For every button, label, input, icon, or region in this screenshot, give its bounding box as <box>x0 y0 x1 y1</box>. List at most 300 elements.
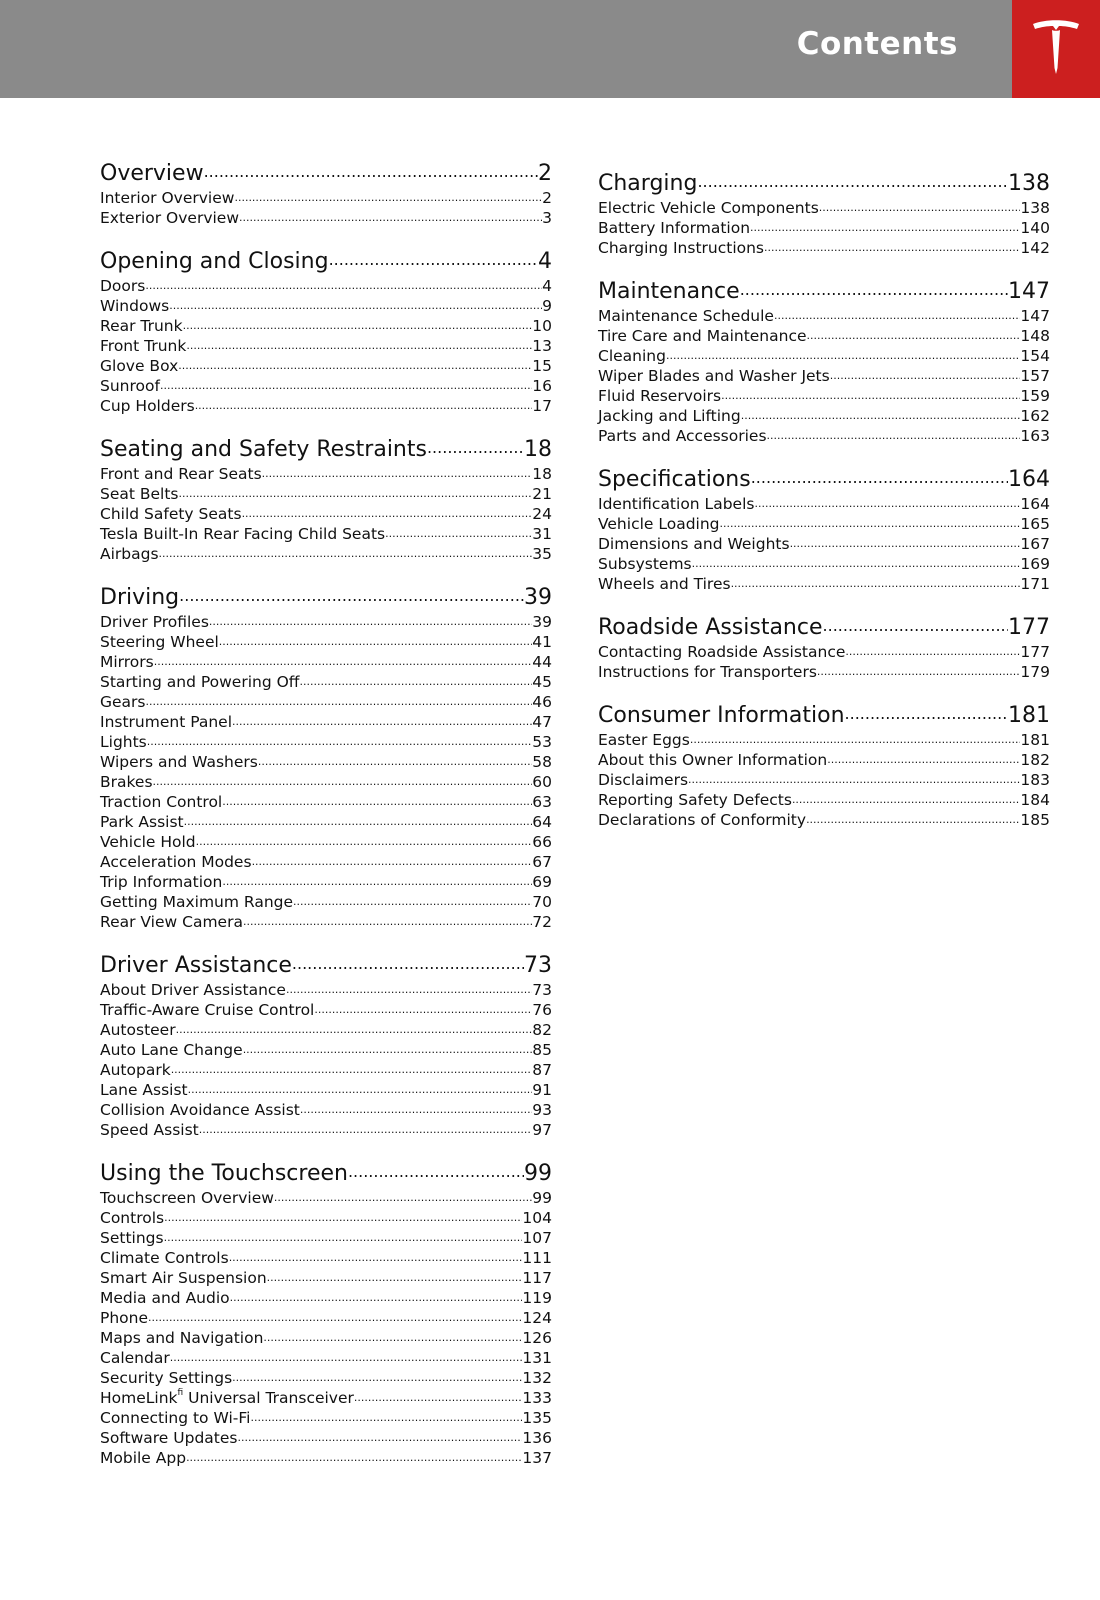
dot-leader <box>751 463 1008 491</box>
entry-title-text: Vehicle Loading <box>598 515 720 533</box>
toc-entry[interactable] <box>100 544 552 564</box>
entry-title <box>100 772 153 792</box>
entry-title-text: Touchscreen Overview <box>100 1189 274 1207</box>
entry-title <box>598 494 754 514</box>
toc-entry[interactable] <box>100 632 552 652</box>
toc-entry[interactable] <box>598 494 1050 514</box>
entry-title <box>100 296 169 316</box>
toc-section-heading[interactable] <box>100 248 552 276</box>
entry-page-number: 58 <box>532 753 552 771</box>
toc-entry[interactable] <box>100 188 552 208</box>
section-page-number: 177 <box>1008 615 1050 640</box>
entry-title <box>598 386 721 406</box>
dot-leader <box>697 167 1008 195</box>
toc-entry[interactable] <box>100 208 552 228</box>
entry-title-text: About this Owner Information <box>598 751 828 769</box>
toc-entry[interactable] <box>100 612 552 632</box>
entry-title-text: Traffic-Aware Cruise Control <box>100 1001 315 1019</box>
entry-title-text: Park Assist <box>100 813 184 831</box>
entry-title <box>100 1040 243 1060</box>
section-title: Maintenance <box>598 279 740 304</box>
dot-leader <box>164 1208 522 1228</box>
entry-title-text: Instrument Panel <box>100 713 233 731</box>
entry-page-number: 182 <box>1020 751 1050 769</box>
entry-page-number: 138 <box>1020 199 1050 217</box>
toc-entry[interactable] <box>100 1308 552 1328</box>
toc-entry[interactable] <box>100 672 552 692</box>
toc-entry[interactable] <box>100 980 552 1000</box>
toc-entry[interactable] <box>100 1268 552 1288</box>
entry-title-text: Media and Audio <box>100 1289 230 1307</box>
toc-entry[interactable] <box>100 1100 552 1120</box>
entry-page-number: 185 <box>1020 811 1050 829</box>
toc-entry[interactable] <box>598 810 1050 830</box>
toc-entry[interactable] <box>100 912 552 932</box>
dot-leader <box>219 632 532 652</box>
entry-title <box>100 1188 274 1208</box>
toc-entry[interactable] <box>100 1388 552 1408</box>
entry-page-number: 66 <box>532 833 552 851</box>
entry-page-number: 148 <box>1020 327 1050 345</box>
toc-section-driver-assistance <box>100 952 552 1140</box>
toc-entry[interactable] <box>100 1348 552 1368</box>
entry-title <box>100 208 239 228</box>
dot-leader <box>263 1328 522 1348</box>
entry-title-text: Climate Controls <box>100 1249 229 1267</box>
dot-leader <box>721 386 1020 406</box>
dot-leader <box>258 752 532 772</box>
toc-section-opening-and-closing <box>100 248 552 416</box>
entry-page-number: 99 <box>532 1189 552 1207</box>
section-page-number: 2 <box>538 161 552 186</box>
dot-leader <box>230 1288 523 1308</box>
entry-title <box>100 732 147 752</box>
dot-leader <box>196 832 533 852</box>
entry-page-number: 164 <box>1020 495 1050 513</box>
page-header <box>0 0 1100 98</box>
entry-page-number: 91 <box>532 1081 552 1099</box>
toc-entry[interactable] <box>100 852 552 872</box>
entry-page-number: 165 <box>1020 515 1050 533</box>
entry-title <box>598 810 806 830</box>
toc-section-heading[interactable] <box>598 278 1050 306</box>
toc-entry[interactable] <box>598 406 1050 426</box>
toc-entry[interactable] <box>598 534 1050 554</box>
entry-title-text: Collision Avoidance Assist <box>100 1101 300 1119</box>
section-title: Driving <box>100 585 180 610</box>
toc-entry[interactable] <box>100 336 552 356</box>
entry-title <box>100 832 196 852</box>
entry-title <box>100 892 293 912</box>
entry-title-text: Software Updates <box>100 1429 238 1447</box>
entry-page-number: 31 <box>532 525 552 543</box>
dot-leader <box>731 574 1021 594</box>
dot-leader <box>790 534 1021 554</box>
entry-page-number: 183 <box>1020 771 1050 789</box>
section-page-number: 147 <box>1008 279 1050 304</box>
section-title: Using the Touchscreen <box>100 1161 348 1186</box>
toc-entry[interactable] <box>598 198 1050 218</box>
entry-page-number: 135 <box>522 1409 552 1427</box>
dot-leader <box>188 1080 533 1100</box>
entry-page-number: 13 <box>532 337 552 355</box>
dot-leader <box>740 275 1008 303</box>
dot-leader <box>169 296 542 316</box>
toc-entry[interactable] <box>100 296 552 316</box>
toc-section-charging <box>598 170 1050 258</box>
dot-leader <box>164 1228 523 1248</box>
toc-entry[interactable] <box>100 892 552 912</box>
entry-title-text: About Driver Assistance <box>100 981 286 999</box>
dot-leader <box>666 346 1020 366</box>
entry-title <box>598 642 845 662</box>
entry-page-number: 39 <box>532 613 552 631</box>
entry-title-text: Autosteer <box>100 1021 176 1039</box>
section-title: Specifications <box>598 467 751 492</box>
entry-page-number: 73 <box>532 981 552 999</box>
dot-leader <box>348 1157 524 1185</box>
entry-title-text: Interior Overview <box>100 189 235 207</box>
toc-entry[interactable] <box>598 426 1050 446</box>
entry-page-number: 157 <box>1020 367 1050 385</box>
entry-title-text: Auto Lane Change <box>100 1041 243 1059</box>
toc-entry[interactable] <box>598 554 1050 574</box>
entry-title-text: Mirrors <box>100 653 154 671</box>
toc-entry[interactable] <box>100 832 552 852</box>
entry-title <box>598 554 692 574</box>
entry-title-text: Autopark <box>100 1061 171 1079</box>
entry-title-text: Battery Information <box>598 219 751 237</box>
section-title: Opening and Closing <box>100 249 329 274</box>
entry-title <box>100 692 146 712</box>
toc-entry[interactable] <box>100 504 552 524</box>
entry-page-number: 63 <box>532 793 552 811</box>
entry-title-text: Acceleration Modes <box>100 853 252 871</box>
entry-title-text: Rear Trunk <box>100 317 183 335</box>
entry-page-number: 18 <box>532 465 552 483</box>
toc-right-column <box>598 170 1050 850</box>
entry-title <box>100 484 179 504</box>
section-page-number: 164 <box>1008 467 1050 492</box>
toc-entry[interactable] <box>100 356 552 376</box>
toc-section-driving <box>100 584 552 932</box>
entry-title <box>100 792 222 812</box>
dot-leader <box>232 1368 522 1388</box>
toc-entry[interactable] <box>100 1060 552 1080</box>
dot-leader <box>767 426 1021 446</box>
entry-title-text: Windows <box>100 297 170 315</box>
entry-title <box>100 1328 263 1348</box>
toc-section-heading[interactable] <box>100 584 552 612</box>
toc-entry[interactable] <box>100 872 552 892</box>
entry-page-number: 17 <box>532 397 552 415</box>
entry-title-text: Mobile App <box>100 1449 187 1467</box>
entry-page-number: 64 <box>532 813 552 831</box>
entry-title <box>598 346 666 366</box>
toc-entry[interactable] <box>598 574 1050 594</box>
toc-entry[interactable] <box>100 1120 552 1140</box>
toc-section-heading[interactable] <box>100 160 552 188</box>
entry-page-number: 3 <box>542 209 552 227</box>
dot-leader <box>329 245 538 273</box>
toc-section-consumer-information <box>598 702 1050 830</box>
toc-entry[interactable] <box>598 662 1050 682</box>
toc-entry[interactable] <box>100 1208 552 1228</box>
toc-entry[interactable] <box>100 316 552 336</box>
toc-section-heading[interactable] <box>100 436 552 464</box>
entry-title <box>100 872 222 892</box>
entry-title <box>598 198 819 218</box>
entry-title-text: Gears <box>100 693 146 711</box>
entry-title <box>100 316 183 336</box>
toc-entry[interactable] <box>598 790 1050 810</box>
toc-entry[interactable] <box>100 1448 552 1468</box>
dot-leader <box>232 712 532 732</box>
toc-entry[interactable] <box>100 1288 552 1308</box>
toc-left-column <box>100 160 552 1488</box>
dot-leader <box>807 326 1021 346</box>
toc-entry[interactable] <box>598 306 1050 326</box>
dot-leader <box>146 692 533 712</box>
entry-title <box>100 672 300 692</box>
entry-title-text: Cleaning <box>598 347 666 365</box>
entry-page-number: 107 <box>522 1229 552 1247</box>
section-title: Driver Assistance <box>100 953 292 978</box>
entry-title-text: Front and Rear Seats <box>100 465 262 483</box>
entry-title-text: Sunroof <box>100 377 160 395</box>
toc-entry[interactable] <box>100 792 552 812</box>
entry-page-number: 171 <box>1020 575 1050 593</box>
toc-entry[interactable] <box>100 484 552 504</box>
entry-title <box>100 276 145 296</box>
dot-leader <box>262 464 533 484</box>
toc-entry[interactable] <box>598 386 1050 406</box>
dot-leader <box>830 366 1021 386</box>
toc-entry[interactable] <box>100 1228 552 1248</box>
entry-page-number: 82 <box>532 1021 552 1039</box>
dot-leader <box>764 238 1020 258</box>
toc-entry[interactable] <box>598 238 1050 258</box>
entry-title <box>100 752 258 772</box>
toc-section-heading[interactable] <box>598 466 1050 494</box>
entry-page-number: 111 <box>522 1249 552 1267</box>
entry-page-number: 131 <box>522 1349 552 1367</box>
toc-entry[interactable] <box>100 1080 552 1100</box>
entry-title <box>100 1368 232 1388</box>
dot-leader <box>209 612 532 632</box>
toc-entry[interactable] <box>100 396 552 416</box>
toc-entry[interactable] <box>598 730 1050 750</box>
entry-page-number: 16 <box>532 377 552 395</box>
entry-page-number: 136 <box>522 1429 552 1447</box>
entry-title <box>100 1448 186 1468</box>
entry-page-number: 41 <box>532 633 552 651</box>
section-page-number: 73 <box>524 953 552 978</box>
toc-section-heading[interactable] <box>598 170 1050 198</box>
toc-entry[interactable] <box>598 770 1050 790</box>
toc-entry[interactable] <box>598 366 1050 386</box>
dot-leader <box>267 1268 523 1288</box>
entry-title-rest: Universal Transceiver <box>183 1389 354 1407</box>
dot-leader <box>292 949 524 977</box>
entry-title-text: Airbags <box>100 545 159 563</box>
entry-title <box>100 1428 237 1448</box>
section-title: Seating and Safety Restraints <box>100 437 427 462</box>
toc-entry[interactable] <box>100 732 552 752</box>
dot-leader <box>823 611 1008 639</box>
tesla-logo-icon <box>1031 18 1081 76</box>
toc-entry[interactable] <box>100 524 552 544</box>
toc-entry[interactable] <box>598 514 1050 534</box>
toc-entry[interactable] <box>100 712 552 732</box>
entry-title-text: Seat Belts <box>100 485 179 503</box>
dot-leader <box>293 892 532 912</box>
entry-title-text: HomeLink <box>100 1389 178 1407</box>
entry-page-number: 24 <box>532 505 552 523</box>
entry-title-text: Cup Holders <box>100 397 195 415</box>
entry-title <box>598 574 731 594</box>
entry-title <box>100 1020 176 1040</box>
entry-title-text: Disclaimers <box>598 771 689 789</box>
section-title: Roadside Assistance <box>598 615 823 640</box>
entry-title <box>100 1080 188 1100</box>
dot-leader <box>252 852 533 872</box>
entry-title-text: Doors <box>100 277 146 295</box>
toc-entry[interactable] <box>598 218 1050 238</box>
toc-entry[interactable] <box>598 326 1050 346</box>
section-page-number: 18 <box>524 437 552 462</box>
entry-title <box>598 366 830 386</box>
entry-title <box>100 1388 354 1408</box>
toc-section-heading[interactable] <box>598 702 1050 730</box>
entry-page-number: 4 <box>542 277 552 295</box>
toc-entry[interactable] <box>100 1248 552 1268</box>
entry-page-number: 167 <box>1020 535 1050 553</box>
dot-leader <box>243 1040 533 1060</box>
toc-entry[interactable] <box>598 642 1050 662</box>
entry-title-text: Speed Assist <box>100 1121 199 1139</box>
entry-title-text: Smart Air Suspension <box>100 1269 267 1287</box>
toc-section-heading[interactable] <box>100 1160 552 1188</box>
entry-title <box>100 376 160 396</box>
toc-section-heading[interactable] <box>100 952 552 980</box>
entry-title <box>100 912 243 932</box>
entry-page-number: 70 <box>532 893 552 911</box>
entry-title-text: Jacking and Lifting <box>598 407 741 425</box>
entry-title-text: Security Settings <box>100 1369 233 1387</box>
entry-page-number: 69 <box>532 873 552 891</box>
entry-title-text: Brakes <box>100 773 153 791</box>
toc-entry[interactable] <box>100 376 552 396</box>
entry-title-text: Maps and Navigation <box>100 1329 264 1347</box>
entry-title <box>100 1408 250 1428</box>
toc-entry[interactable] <box>100 464 552 484</box>
dot-leader <box>819 198 1021 218</box>
toc-entry[interactable] <box>100 652 552 672</box>
entry-title-text: Vehicle Hold <box>100 833 196 851</box>
entry-title-text: Subsystems <box>598 555 692 573</box>
entry-title-text: Charging Instructions <box>598 239 765 257</box>
toc-entry[interactable] <box>100 1188 552 1208</box>
entry-title <box>100 1268 267 1288</box>
dot-leader <box>186 336 532 356</box>
entry-title <box>100 188 234 208</box>
toc-entry[interactable] <box>100 1000 552 1020</box>
toc-entry[interactable] <box>598 750 1050 770</box>
section-title: Consumer Information <box>598 703 845 728</box>
dot-leader <box>199 1120 533 1140</box>
dot-leader <box>176 1020 533 1040</box>
toc-entry[interactable] <box>100 1040 552 1060</box>
dot-leader <box>153 772 533 792</box>
section-page-number: 99 <box>524 1161 552 1186</box>
dot-leader <box>222 872 532 892</box>
toc-entry[interactable] <box>100 772 552 792</box>
entry-page-number: 124 <box>522 1309 552 1327</box>
toc-entry[interactable] <box>100 276 552 296</box>
dot-leader <box>159 544 533 564</box>
dot-leader <box>774 306 1020 326</box>
toc-entry[interactable] <box>100 752 552 772</box>
dot-leader <box>178 356 532 376</box>
dot-leader <box>179 581 524 609</box>
entry-page-number: 104 <box>522 1209 552 1227</box>
entry-title-text: Easter Eggs <box>598 731 690 749</box>
toc-entry[interactable] <box>100 1368 552 1388</box>
entry-title <box>598 662 817 682</box>
entry-title <box>598 218 750 238</box>
entry-title <box>100 544 159 564</box>
entry-page-number: 137 <box>522 1449 552 1467</box>
section-page-number: 39 <box>524 585 552 610</box>
toc-entry[interactable] <box>100 812 552 832</box>
toc-entry[interactable] <box>100 692 552 712</box>
entry-page-number: 97 <box>532 1121 552 1139</box>
section-title: Overview <box>100 161 204 186</box>
logo-box <box>1012 0 1100 98</box>
toc-entry[interactable] <box>100 1020 552 1040</box>
entry-title <box>100 852 252 872</box>
dot-leader <box>204 157 538 185</box>
trademark-superscript: fi <box>177 1388 184 1398</box>
toc-section-heading[interactable] <box>598 614 1050 642</box>
dot-leader <box>754 494 1020 514</box>
dot-leader <box>250 1408 522 1428</box>
toc-entry[interactable] <box>100 1328 552 1348</box>
dot-leader <box>234 188 542 208</box>
toc-section-maintenance <box>598 278 1050 446</box>
entry-title-text: Maintenance Schedule <box>598 307 774 325</box>
entry-page-number: 67 <box>532 853 552 871</box>
dot-leader <box>154 652 533 672</box>
dot-leader <box>300 672 533 692</box>
entry-page-number: 126 <box>522 1329 552 1347</box>
dot-leader <box>242 504 533 524</box>
entry-page-number: 181 <box>1020 731 1050 749</box>
entry-page-number: 15 <box>532 357 552 375</box>
entry-page-number: 163 <box>1020 427 1050 445</box>
entry-title-text: Traction Control <box>100 793 223 811</box>
toc-section-specifications <box>598 466 1050 594</box>
toc-entry[interactable] <box>100 1428 552 1448</box>
entry-page-number: 140 <box>1020 219 1050 237</box>
toc-entry[interactable] <box>100 1408 552 1428</box>
entry-title <box>100 1228 164 1248</box>
entry-title <box>100 356 178 376</box>
toc-entry[interactable] <box>598 346 1050 366</box>
entry-title-text: Trip Information <box>100 873 223 891</box>
dot-leader <box>184 812 533 832</box>
